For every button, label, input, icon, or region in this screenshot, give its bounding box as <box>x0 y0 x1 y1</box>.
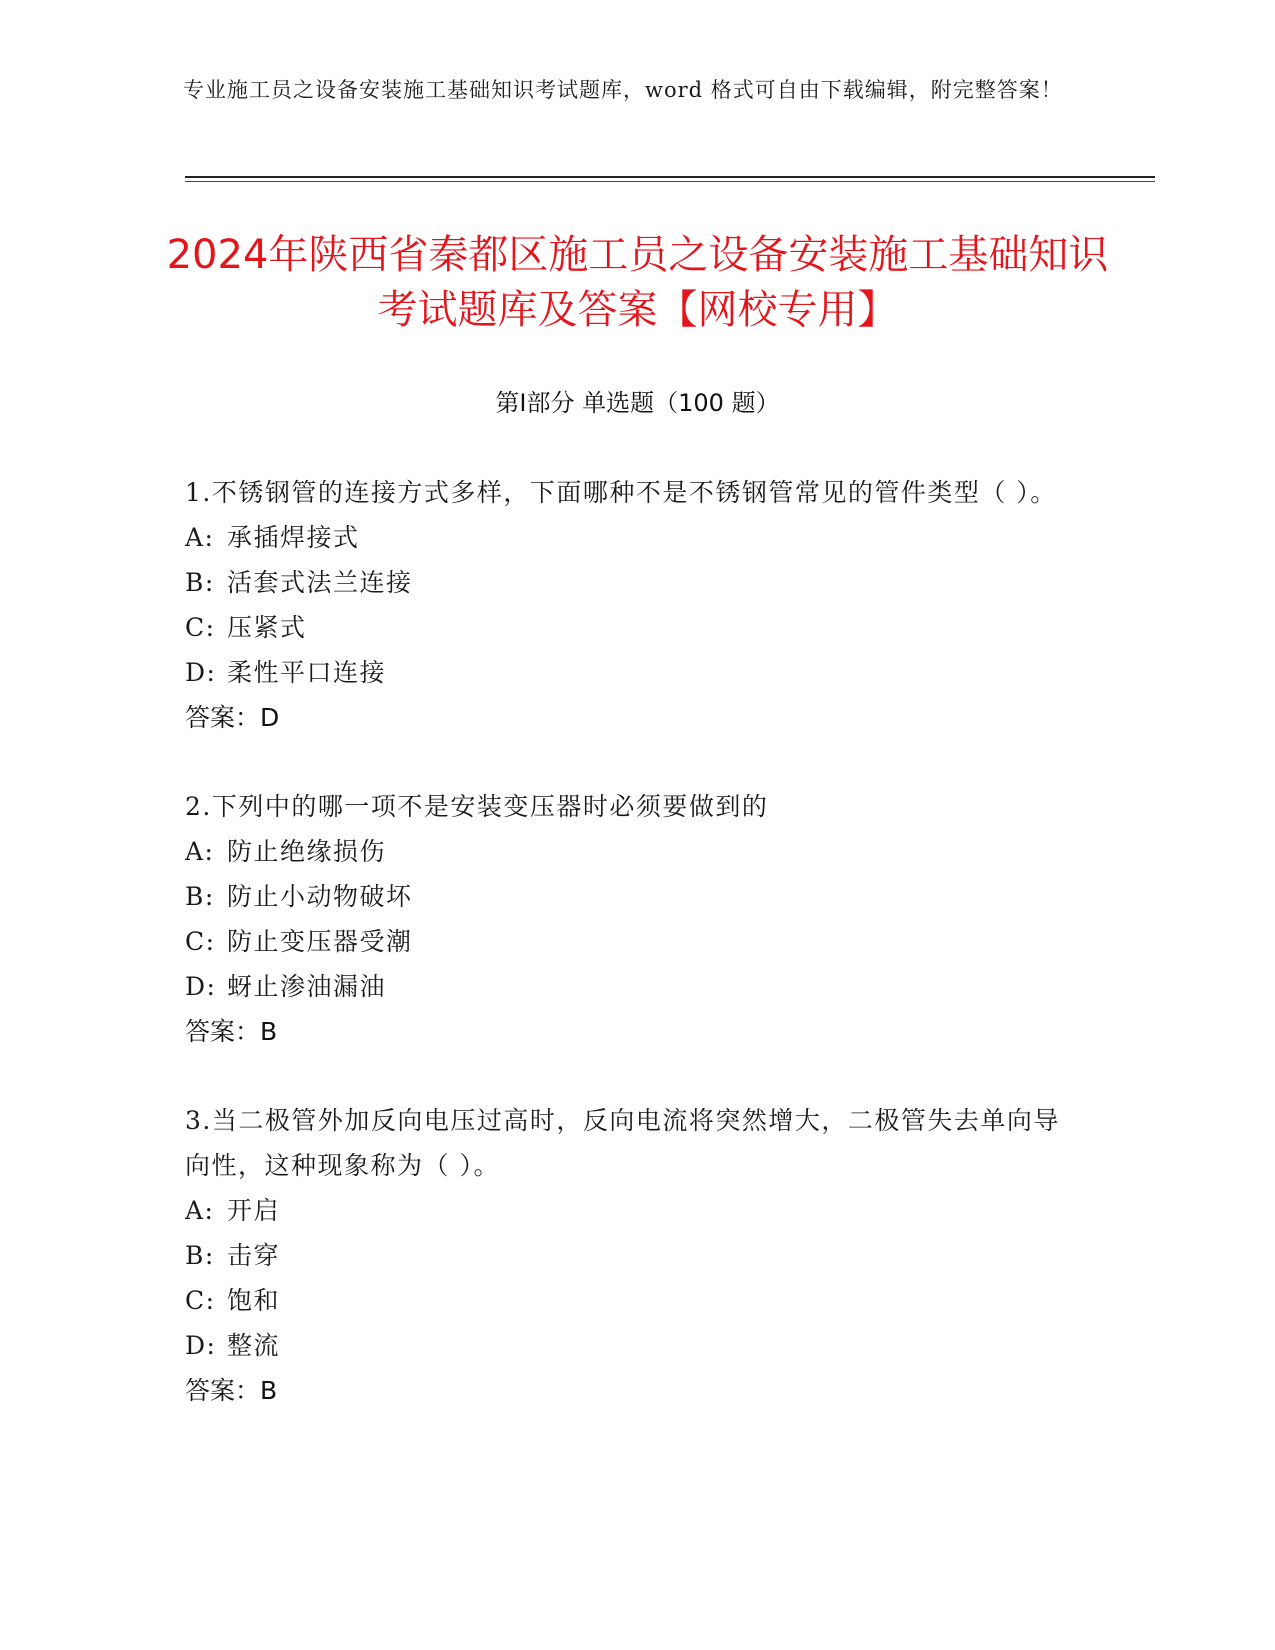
option-b <box>185 560 1065 605</box>
option-letter: A: <box>185 1196 215 1225</box>
option-c <box>185 1278 1065 1323</box>
option-d <box>185 650 1065 695</box>
option-letter: D: <box>185 972 217 1001</box>
option-text: 压紧式 <box>227 613 307 642</box>
option-text: 蚜止渗油漏油 <box>227 972 387 1001</box>
option-text: 整流 <box>227 1331 281 1360</box>
question-list <box>185 470 1065 1413</box>
option-letter: B: <box>185 1241 215 1270</box>
option-letter: D: <box>185 1331 217 1360</box>
header-note: 专业施工员之设备安装施工基础知识考试题库，word 格式可自由下载编辑，附完整答案！ <box>183 78 1063 102</box>
option-letter: C: <box>185 613 216 642</box>
header-divider-thin <box>185 181 1155 182</box>
question-3 <box>185 1098 1065 1413</box>
option-text: 承插焊接式 <box>227 523 360 552</box>
option-a <box>185 515 1065 560</box>
option-letter: C: <box>185 927 216 956</box>
option-letter: A: <box>185 523 215 552</box>
option-text: 活套式法兰连接 <box>227 568 413 597</box>
answer-line: 答案：B <box>185 1017 278 1046</box>
option-a <box>185 1188 1065 1233</box>
option-text: 防止小动物破坏 <box>227 882 413 911</box>
option-letter: D: <box>185 658 217 687</box>
answer-line: 答案：D <box>185 703 280 732</box>
option-b <box>185 1233 1065 1278</box>
option-d <box>185 964 1065 1009</box>
option-text: 防止变压器受潮 <box>227 927 413 956</box>
option-text: 柔性平口连接 <box>227 658 387 687</box>
option-letter: A: <box>185 837 215 866</box>
answer-line: 答案：B <box>185 1376 278 1405</box>
document-title: 2024年陕西省秦都区施工员之设备安装施工基础知识考试题库及答案【网校专用】 <box>166 232 1109 333</box>
option-c <box>185 605 1065 650</box>
question-stem: 3.当二极管外加反向电压过高时，反向电流将突然增大，二极管失去单向导向性，这种现象称为（ ）。 <box>185 1106 1060 1180</box>
option-d <box>185 1323 1065 1368</box>
question-1 <box>185 470 1065 740</box>
question-stem: 1.不锈钢管的连接方式多样，下面哪种不是不锈钢管常见的管件类型（ ）。 <box>185 478 1057 507</box>
option-text: 饱和 <box>227 1286 281 1315</box>
option-c <box>185 919 1065 964</box>
question-stem: 2.下列中的哪一项不是安装变压器时必须要做到的 <box>185 792 769 821</box>
header-divider-thick <box>185 176 1155 178</box>
question-2 <box>185 784 1065 1054</box>
option-text: 防止绝缘损伤 <box>227 837 387 866</box>
option-text: 开启 <box>227 1196 281 1225</box>
option-text: 击穿 <box>227 1241 281 1270</box>
option-letter: B: <box>185 882 215 911</box>
option-letter: B: <box>185 568 215 597</box>
option-b <box>185 874 1065 919</box>
section-title: 第Ⅰ部分 单选题（100 题） <box>495 389 780 417</box>
option-a <box>185 829 1065 874</box>
option-letter: C: <box>185 1286 216 1315</box>
